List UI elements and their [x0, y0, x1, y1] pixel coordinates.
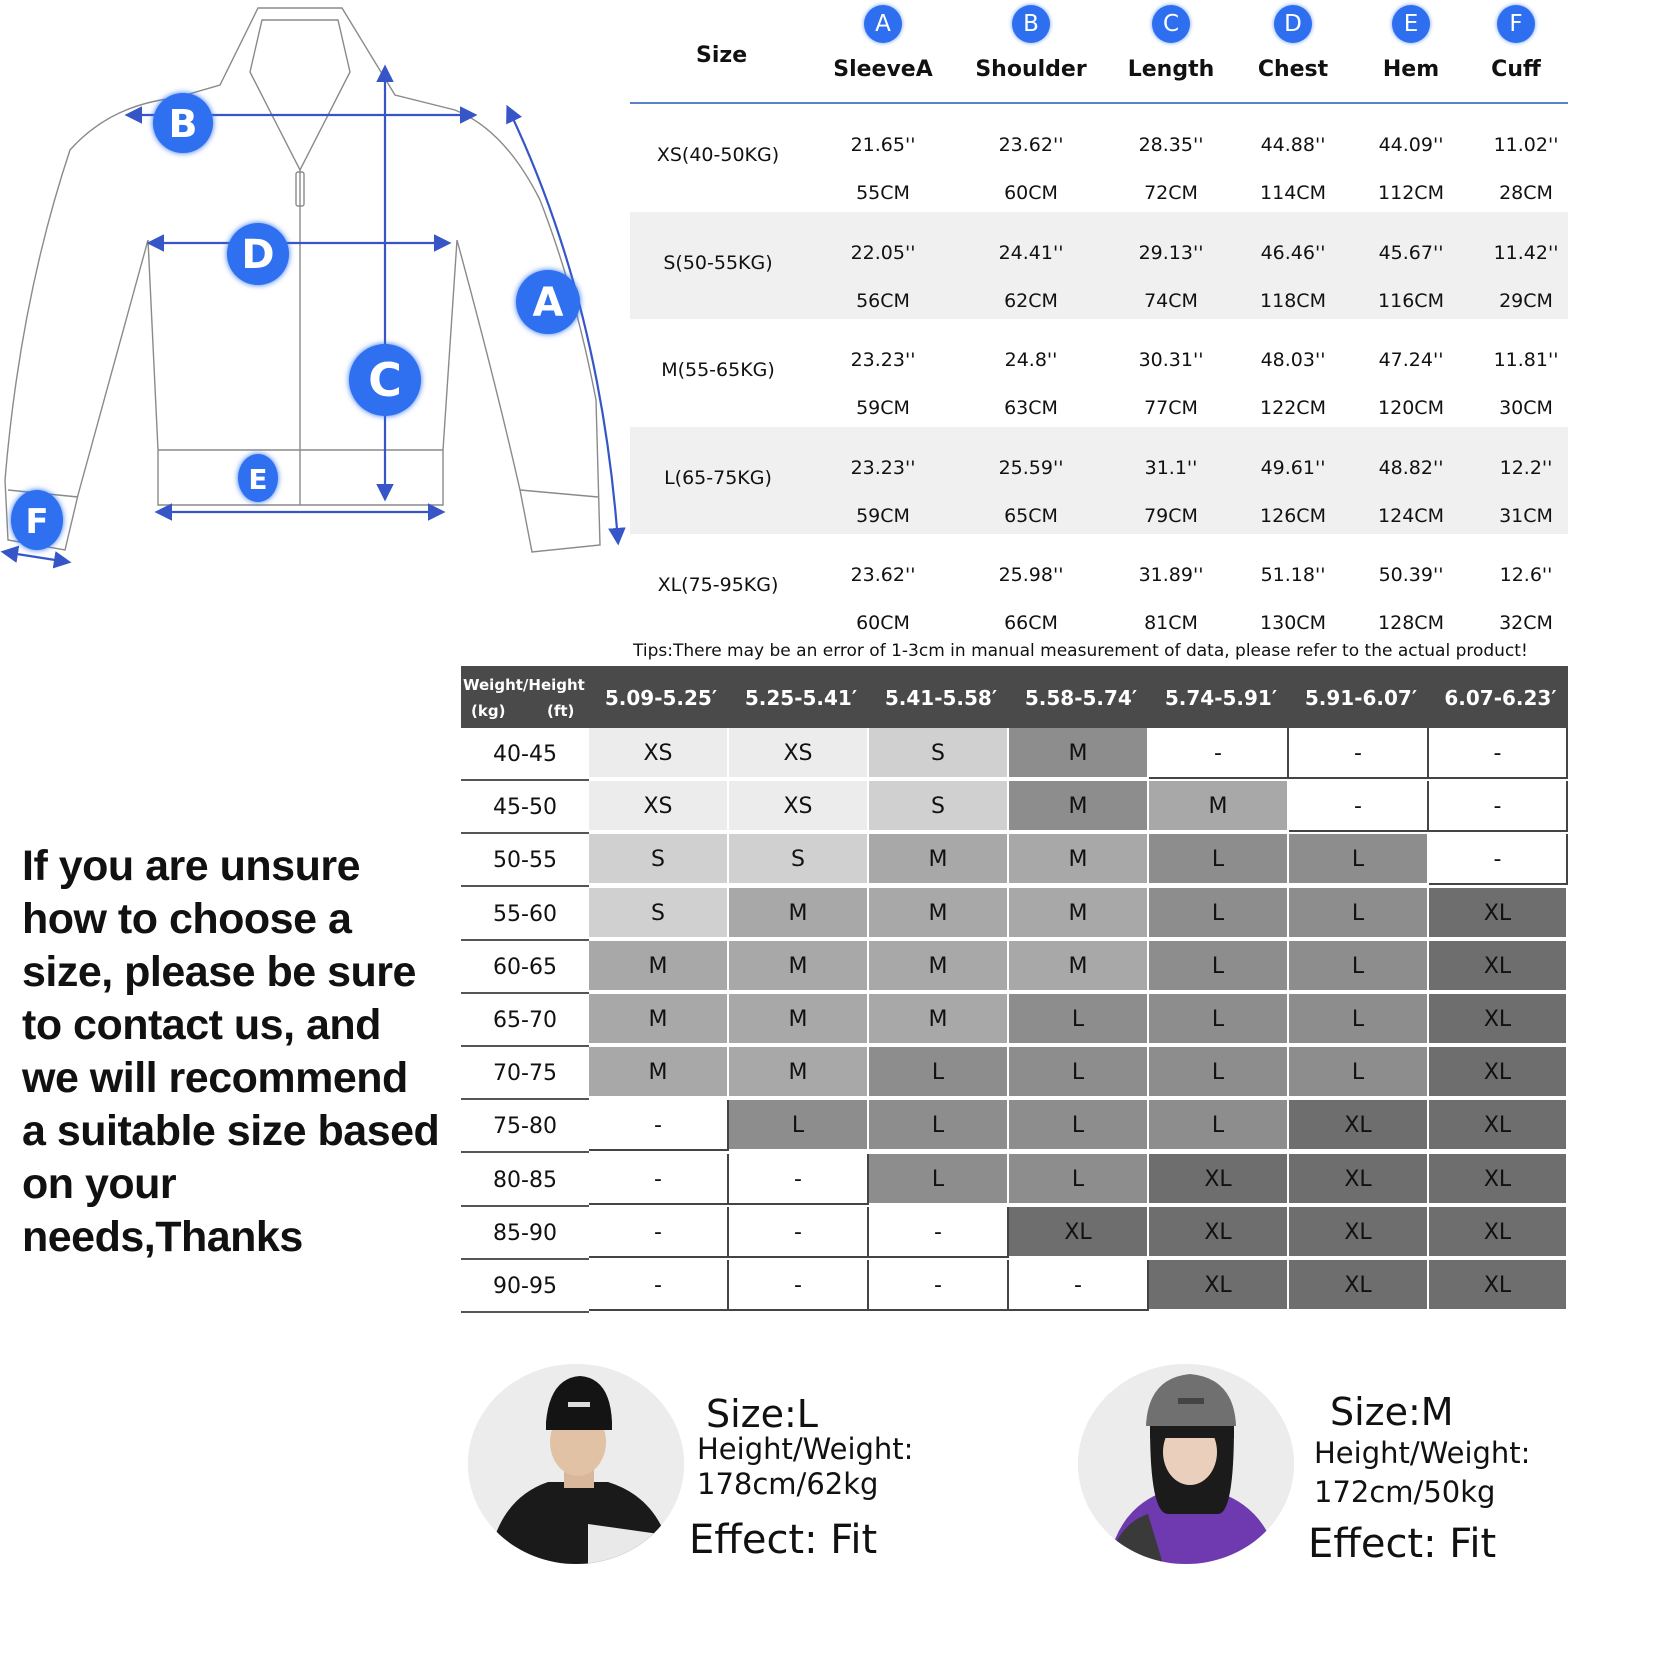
col-label: Cuff — [1491, 57, 1541, 82]
help-note-line: If you are unsure — [22, 842, 360, 890]
badge-d-label: D — [241, 232, 275, 278]
recommended-size-cell: M — [1149, 781, 1289, 832]
weight-row-label: 55-60 — [461, 888, 589, 941]
col-label: Length — [1127, 57, 1215, 82]
recommended-size-cell: M — [869, 941, 1009, 992]
size-cell-inches: 45.67'' — [1378, 241, 1444, 264]
recommended-size-cell: M — [589, 1047, 729, 1098]
size-row-label: XS(40-50KG) — [656, 144, 780, 166]
size-cell-cm: 62CM — [1004, 289, 1058, 312]
size-cell-cm: 81CM — [1144, 612, 1198, 635]
col-label: Hem — [1382, 57, 1440, 82]
recommended-size-cell: L — [1149, 888, 1289, 939]
size-cell-inches: 11.81'' — [1493, 349, 1559, 372]
col-badge: F — [1497, 5, 1535, 43]
size-row-label: L(65-75KG) — [664, 466, 772, 489]
recommended-size-cell: L — [869, 1047, 1009, 1098]
recommended-size-cell: S — [869, 728, 1009, 779]
recommended-size-cell: XL — [1289, 1100, 1429, 1151]
badge-e-label: E — [248, 463, 268, 496]
help-note-line: to contact us, and — [22, 1001, 381, 1049]
recommended-size-cell: XL — [1429, 1154, 1568, 1205]
size-cell-cm: 74CM — [1144, 289, 1198, 312]
col-label: SleeveA — [833, 57, 933, 82]
size-cell-cm: 118CM — [1260, 289, 1326, 312]
weight-row-label: 65-70 — [461, 994, 589, 1047]
recommended-size-cell: - — [1149, 728, 1289, 779]
recommended-size-cell: L — [1149, 1047, 1289, 1098]
recommended-size-cell: - — [1289, 781, 1429, 832]
weight-row — [461, 1047, 1568, 1100]
size-cell-inches: 12.6'' — [1499, 564, 1553, 587]
size-cell-inches: 23.23'' — [850, 349, 916, 372]
recommended-size-cell: - — [869, 1260, 1009, 1311]
size-column-title: Size — [696, 43, 748, 68]
help-note-line: on your needs,Thanks — [22, 1160, 303, 1261]
weight-row — [461, 781, 1568, 834]
recommended-size-cell: S — [589, 888, 729, 939]
model-2-hw-value: 172cm/50kg — [1314, 1475, 1496, 1509]
size-recommendation-grid — [461, 666, 1568, 1314]
recommended-size-cell: L — [1009, 1047, 1149, 1098]
size-cell-inches: 22.05'' — [850, 241, 916, 264]
corner-kg: (kg) — [471, 702, 506, 720]
model-2-hw-label: Height/Weight: — [1314, 1436, 1531, 1470]
weight-row — [461, 888, 1568, 941]
recommended-size-cell: XL — [1289, 1207, 1429, 1258]
model-female-illustration — [1078, 1364, 1294, 1564]
col-sleeve — [813, 0, 953, 100]
size-cell-cm: 59CM — [856, 504, 910, 527]
recommended-size-cell: - — [1009, 1260, 1149, 1311]
recommended-size-cell: M — [1009, 834, 1149, 885]
help-note-line: how to choose a — [22, 895, 352, 943]
model-1-effect: Effect: Fit — [689, 1517, 878, 1563]
recommended-size-cell: XL — [1289, 1260, 1429, 1311]
recommended-size-cell: XS — [729, 781, 869, 832]
recommended-size-cell: XL — [1149, 1260, 1289, 1311]
size-cell-inches: 31.1'' — [1144, 456, 1198, 479]
size-cell-inches: 48.03'' — [1260, 349, 1326, 372]
recommended-size-cell: - — [589, 1260, 729, 1311]
size-cell-cm: 63CM — [1004, 397, 1058, 420]
recommended-size-cell: - — [1429, 728, 1568, 779]
recommended-size-cell: - — [589, 1207, 729, 1258]
model-1-size: Size:L — [706, 1392, 818, 1436]
size-row — [630, 212, 1568, 320]
recommended-size-cell: - — [589, 1100, 729, 1151]
size-cell-inches: 23.62'' — [850, 564, 916, 587]
recommended-size-cell: M — [729, 1047, 869, 1098]
size-cell-inches: 46.46'' — [1260, 241, 1326, 264]
recommended-size-cell: L — [1009, 994, 1149, 1045]
size-cell-cm: 60CM — [856, 612, 910, 635]
recommended-size-cell: L — [1009, 1100, 1149, 1151]
weight-row-label: 50-55 — [461, 834, 589, 887]
recommended-size-cell: M — [1009, 781, 1149, 832]
size-row — [630, 104, 1568, 212]
recommended-size-cell: M — [589, 994, 729, 1045]
size-cell-cm: 128CM — [1378, 612, 1444, 635]
size-cell-inches: 47.24'' — [1378, 349, 1444, 372]
size-cell-cm: 66CM — [1004, 612, 1058, 635]
recommended-size-cell: - — [1289, 728, 1429, 779]
size-cell-cm: 130CM — [1260, 612, 1326, 635]
size-cell-inches: 24.41'' — [998, 241, 1064, 264]
size-cell-cm: 30CM — [1499, 397, 1553, 420]
col-shoulder — [961, 0, 1101, 100]
weight-row-label: 80-85 — [461, 1154, 589, 1207]
recommended-size-cell: - — [869, 1207, 1009, 1258]
size-row — [630, 427, 1568, 535]
recommended-size-cell: XS — [589, 728, 729, 779]
col-cuff — [1466, 0, 1566, 100]
size-cell-inches: 49.61'' — [1260, 456, 1326, 479]
help-note-line: a suitable size based — [22, 1107, 440, 1155]
model-photo-female — [1078, 1364, 1294, 1564]
recommended-size-cell: XL — [1429, 1047, 1568, 1098]
size-row — [630, 534, 1568, 642]
col-label: Chest — [1257, 57, 1329, 82]
corner-title: Weight/Height — [463, 676, 585, 694]
size-cell-inches: 29.13'' — [1138, 241, 1204, 264]
size-cell-inches: 44.88'' — [1260, 134, 1326, 156]
recommended-size-cell: XL — [1149, 1207, 1289, 1258]
size-cell-cm: 122CM — [1260, 397, 1326, 420]
size-row-label: S(50-55KG) — [663, 251, 773, 274]
size-row — [630, 319, 1568, 427]
recommended-size-cell: - — [729, 1260, 869, 1311]
size-cell-inches: 12.2'' — [1499, 456, 1553, 479]
recommended-size-cell: L — [1149, 1100, 1289, 1151]
model-photo-male — [468, 1364, 684, 1564]
size-cell-cm: 28CM — [1499, 182, 1553, 204]
size-cell-cm: 72CM — [1144, 182, 1198, 204]
weight-row-label: 60-65 — [461, 941, 589, 994]
model-2-size: Size:M — [1330, 1390, 1454, 1434]
height-col-header: 5.41-5.58′ — [884, 686, 998, 710]
col-label: Shoulder — [975, 57, 1087, 82]
size-cell-cm: 126CM — [1260, 504, 1326, 527]
size-cell-inches: 31.89'' — [1138, 564, 1204, 587]
height-col-header: 5.09-5.25′ — [604, 686, 718, 710]
size-cell-inches: 21.65'' — [850, 134, 916, 156]
jacket-measurement-diagram — [0, 0, 630, 580]
size-cell-inches: 30.31'' — [1138, 349, 1204, 372]
recommended-size-cell: S — [589, 834, 729, 885]
weight-row — [461, 1100, 1568, 1153]
badge-a-label: A — [532, 280, 564, 326]
height-col-header: 5.74-5.91′ — [1164, 686, 1278, 710]
recommended-size-cell: L — [1289, 941, 1429, 992]
recommended-size-cell: - — [729, 1207, 869, 1258]
weight-row-label: 85-90 — [461, 1207, 589, 1260]
size-cell-cm: 116CM — [1378, 289, 1444, 312]
recommended-size-cell: XL — [1009, 1207, 1149, 1258]
height-col-header: 5.58-5.74′ — [1024, 686, 1138, 710]
model-male-illustration — [468, 1364, 684, 1564]
recommended-size-cell: M — [1009, 941, 1149, 992]
size-cell-inches: 23.23'' — [850, 456, 916, 479]
weight-row — [461, 1207, 1568, 1260]
recommended-size-cell: M — [729, 888, 869, 939]
measurement-tip: Tips:There may be an error of 1-3cm in manual measurement of data, please refer to the actual product! — [633, 641, 1528, 661]
recommended-size-cell: L — [1289, 834, 1429, 885]
recommended-size-cell: L — [869, 1100, 1009, 1151]
weight-row — [461, 1154, 1568, 1207]
size-cell-cm: 124CM — [1378, 504, 1444, 527]
weight-row-label: 70-75 — [461, 1047, 589, 1100]
weight-row-label: 45-50 — [461, 781, 589, 834]
recommended-size-cell: L — [1149, 941, 1289, 992]
size-help-note — [22, 840, 462, 1264]
model-1-hw-value: 178cm/62kg — [697, 1467, 879, 1501]
size-cell-inches: 28.35'' — [1138, 134, 1204, 156]
recommended-size-cell: XL — [1429, 1260, 1568, 1311]
recommended-size-cell: XS — [729, 728, 869, 779]
size-cell-cm: 114CM — [1260, 182, 1326, 204]
col-badge: D — [1274, 5, 1312, 43]
badge-c-label: C — [368, 353, 402, 407]
recommended-size-cell: L — [1289, 888, 1429, 939]
size-cell-inches: 44.09'' — [1378, 134, 1444, 156]
recommended-size-cell: M — [869, 834, 1009, 885]
size-cell-cm: 29CM — [1499, 289, 1553, 312]
size-cell-inches: 48.82'' — [1378, 456, 1444, 479]
recommended-size-cell: L — [869, 1154, 1009, 1205]
recommended-size-cell: XL — [1429, 1100, 1568, 1151]
recommended-size-cell: M — [589, 941, 729, 992]
recommended-size-cell: L — [1009, 1154, 1149, 1205]
recommended-size-cell: S — [729, 834, 869, 885]
recommended-size-cell: M — [729, 941, 869, 992]
weight-row — [461, 994, 1568, 1047]
model-1-hw-label: Height/Weight: — [697, 1432, 914, 1466]
help-note-line: size, please be sure — [22, 948, 416, 996]
recommended-size-cell: XS — [589, 781, 729, 832]
badge-b-label: B — [168, 102, 198, 146]
weight-row-label: 40-45 — [461, 728, 589, 781]
size-cell-cm: 32CM — [1499, 612, 1553, 635]
height-col-header: 5.91-6.07′ — [1304, 686, 1418, 710]
size-cell-inches: 11.42'' — [1493, 241, 1559, 264]
recommended-size-cell: L — [1289, 994, 1429, 1045]
size-cell-cm: 79CM — [1144, 504, 1198, 527]
size-cell-inches: 25.98'' — [998, 564, 1064, 587]
size-cell-cm: 56CM — [856, 289, 910, 312]
size-cell-cm: 60CM — [1004, 182, 1058, 204]
recommended-size-cell: XL — [1289, 1154, 1429, 1205]
recommended-size-cell: S — [869, 781, 1009, 832]
recommended-size-cell: XL — [1429, 941, 1568, 992]
height-col-header: 6.07-6.23′ — [1444, 686, 1557, 710]
size-table-header — [630, 0, 1568, 104]
recommended-size-cell: - — [1429, 834, 1568, 885]
size-cell-cm: 55CM — [856, 182, 910, 204]
col-badge: E — [1392, 5, 1430, 43]
size-cell-inches: 11.02'' — [1493, 134, 1559, 156]
recommended-size-cell: - — [729, 1154, 869, 1205]
recommended-size-cell: L — [1289, 1047, 1429, 1098]
size-cell-inches: 50.39'' — [1378, 564, 1444, 587]
weight-row-label: 90-95 — [461, 1260, 589, 1313]
weight-row — [461, 728, 1568, 781]
weight-row — [461, 1260, 1568, 1313]
weight-row-label: 75-80 — [461, 1100, 589, 1153]
recommended-size-cell: XL — [1429, 994, 1568, 1045]
size-cell-cm: 65CM — [1004, 504, 1058, 527]
col-badge: A — [864, 5, 902, 43]
size-cell-inches: 23.62'' — [998, 134, 1064, 156]
recommended-size-cell: XL — [1429, 888, 1568, 939]
corner-ft: (ft) — [547, 702, 575, 720]
recommended-size-cell: M — [869, 994, 1009, 1045]
recommended-size-cell: L — [1149, 834, 1289, 885]
size-cell-cm: 120CM — [1378, 397, 1444, 420]
size-cell-inches: 25.59'' — [998, 456, 1064, 479]
col-hem — [1341, 0, 1481, 100]
col-badge: C — [1152, 5, 1190, 43]
size-cell-cm: 31CM — [1499, 504, 1553, 527]
recommended-size-cell: M — [1009, 888, 1149, 939]
col-badge: B — [1012, 5, 1050, 43]
recommended-size-cell: - — [1429, 781, 1568, 832]
badge-f-label: F — [25, 502, 49, 542]
size-cell-cm: 77CM — [1144, 397, 1198, 420]
jacket-outline — [5, 8, 600, 552]
weight-row — [461, 834, 1568, 887]
size-cell-cm: 59CM — [856, 397, 910, 420]
recommended-size-cell: M — [729, 994, 869, 1045]
recommended-size-cell: L — [1149, 994, 1289, 1045]
recommended-size-cell: - — [589, 1154, 729, 1205]
recommended-size-cell: XL — [1429, 1207, 1568, 1258]
size-table-body — [630, 104, 1568, 642]
size-cell-inches: 24.8'' — [1004, 349, 1058, 372]
size-cell-inches: 51.18'' — [1260, 564, 1326, 587]
recommended-size-cell: M — [869, 888, 1009, 939]
size-measurement-table — [630, 0, 1568, 642]
size-row-label: M(55-65KG) — [661, 359, 775, 382]
recommended-size-cell: M — [1009, 728, 1149, 779]
size-cell-cm: 112CM — [1378, 182, 1444, 204]
size-row-label: XL(75-95KG) — [657, 574, 779, 597]
recommended-size-cell: XL — [1149, 1154, 1289, 1205]
col-length — [1101, 0, 1241, 100]
help-note-line: we will recommend — [22, 1054, 408, 1102]
recommendation-header — [461, 666, 1568, 728]
recommended-size-cell: L — [729, 1100, 869, 1151]
height-col-header: 5.25-5.41′ — [744, 686, 858, 710]
model-2-effect: Effect: Fit — [1308, 1521, 1497, 1567]
weight-row — [461, 941, 1568, 994]
